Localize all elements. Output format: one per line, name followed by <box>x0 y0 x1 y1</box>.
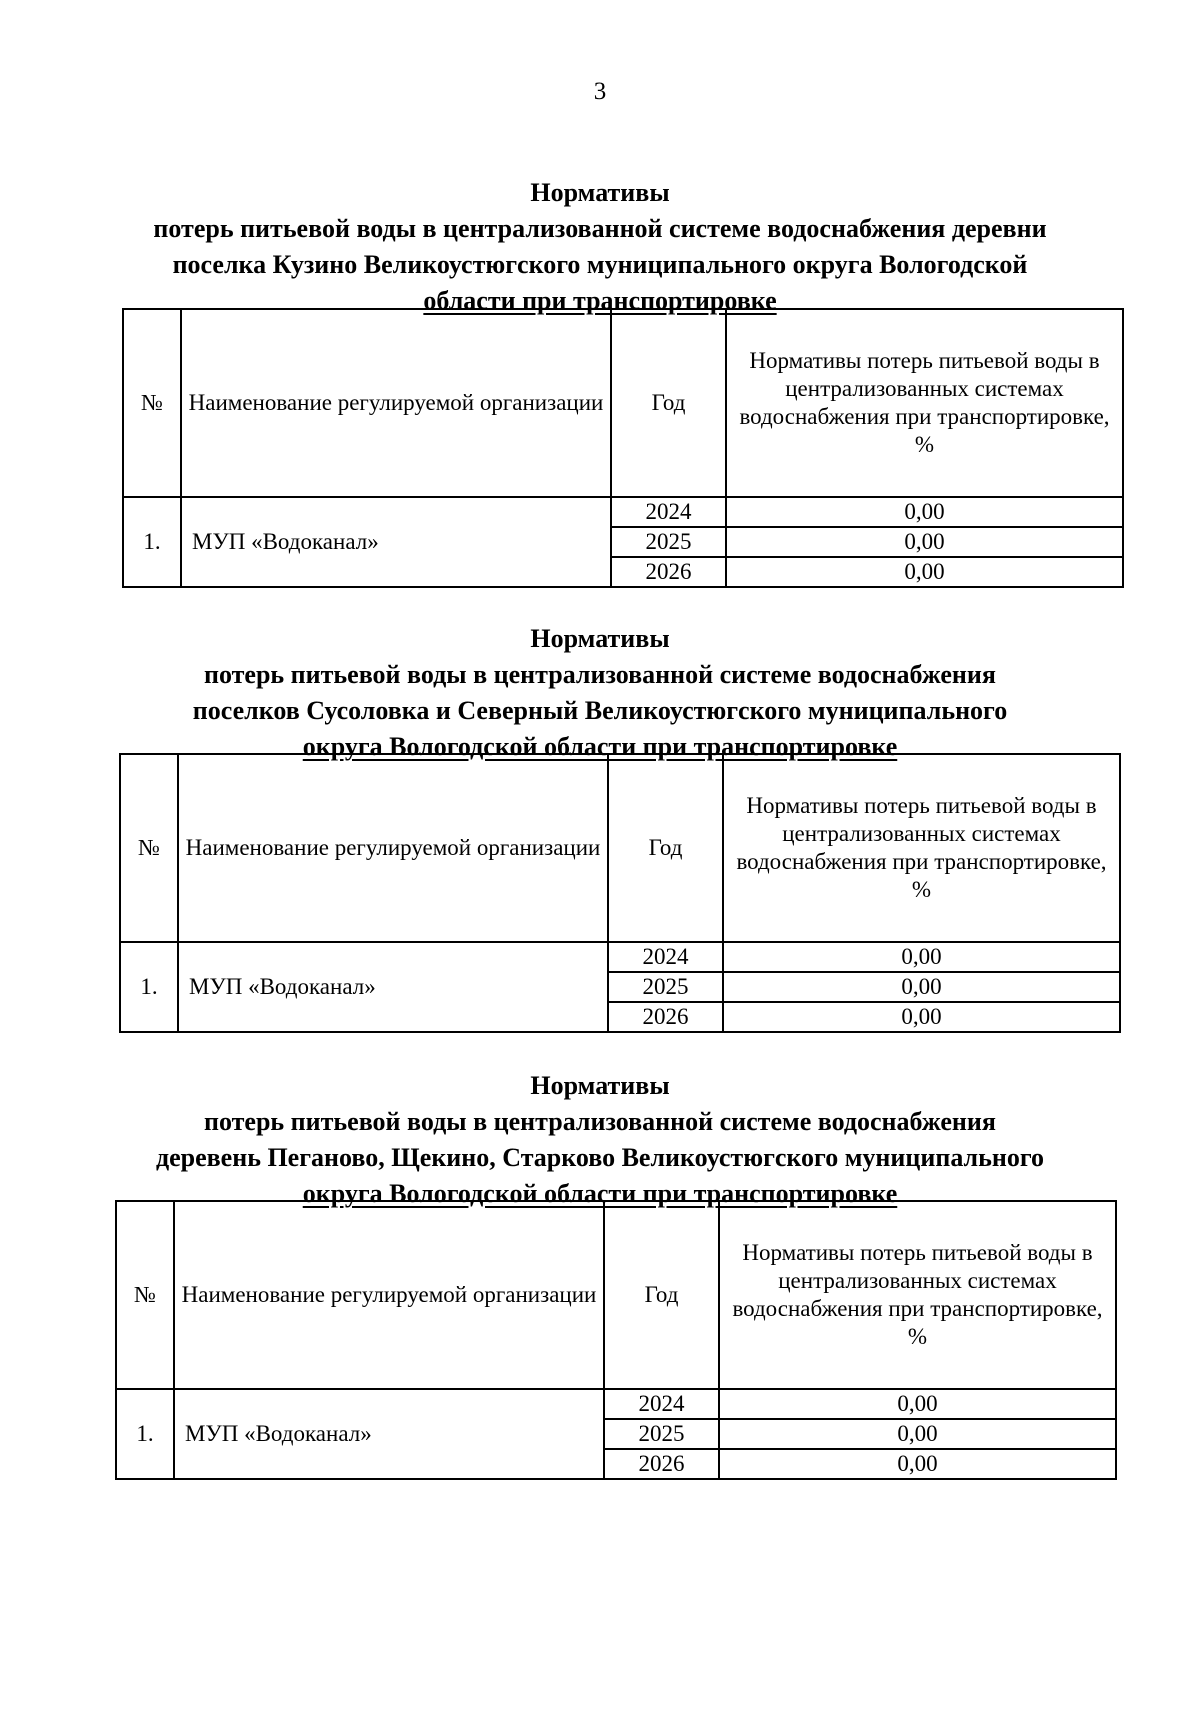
year-cell: 2025 <box>604 1419 719 1449</box>
year-cell: 2025 <box>608 972 723 1002</box>
header-number: № <box>123 309 181 497</box>
year-cell: 2024 <box>611 497 726 527</box>
norm-value-cell: 0,00 <box>726 527 1123 557</box>
norm-value-cell: 0,00 <box>719 1449 1116 1479</box>
section-title: Нормативы <box>530 178 670 207</box>
row-number: 1. <box>123 497 181 587</box>
norm-table-2 <box>119 753 1121 1033</box>
section-subtitle-line-3: округа Вологодской области при транспортировке <box>302 732 898 761</box>
norm-section-3 <box>0 1068 1200 1212</box>
header-norm: Нормативы потерь питьевой воды в централизованных системах водоснабжения при транспортировке, % <box>723 754 1120 942</box>
section-subtitle-line-2: поселков Сусоловка и Северный Великоустюгского муниципального <box>192 696 1008 725</box>
norm-section-2 <box>0 621 1200 765</box>
section-subtitle-line-2: поселка Кузино Великоустюгского муниципального округа Вологодской <box>172 250 1028 279</box>
organization-name: МУП «Водоканал» <box>181 497 611 587</box>
year-cell: 2025 <box>611 527 726 557</box>
section-heading <box>0 175 1200 319</box>
section-subtitle-line-1: потерь питьевой воды в централизованной системе водоснабжения <box>204 1107 996 1136</box>
organization-name: МУП «Водоканал» <box>174 1389 604 1479</box>
row-number: 1. <box>120 942 178 1032</box>
header-year: Год <box>611 309 726 497</box>
row-number: 1. <box>116 1389 174 1479</box>
year-cell: 2026 <box>604 1449 719 1479</box>
section-title: Нормативы <box>530 1071 670 1100</box>
year-cell: 2026 <box>611 557 726 587</box>
header-year: Год <box>604 1201 719 1389</box>
norm-section-1 <box>0 175 1200 319</box>
norm-table-3 <box>115 1200 1117 1480</box>
section-subtitle-line-1: потерь питьевой воды в централизованной системе водоснабжения <box>204 660 996 689</box>
section-title: Нормативы <box>530 624 670 653</box>
norm-value-cell: 0,00 <box>723 942 1120 972</box>
header-year: Год <box>608 754 723 942</box>
norm-value-cell: 0,00 <box>719 1419 1116 1449</box>
organization-name: МУП «Водоканал» <box>178 942 608 1032</box>
year-cell: 2026 <box>608 1002 723 1032</box>
header-organization: Наименование регулируемой организации <box>178 754 608 942</box>
page-number: 3 <box>593 78 607 105</box>
section-subtitle-line-3: области при транспортировке <box>423 286 777 315</box>
section-subtitle-line-1: потерь питьевой воды в централизованной системе водоснабжения деревни <box>153 214 1047 243</box>
norm-table-1 <box>122 308 1124 588</box>
year-cell: 2024 <box>604 1389 719 1419</box>
header-norm: Нормативы потерь питьевой воды в централизованных системах водоснабжения при транспортировке, % <box>726 309 1123 497</box>
header-organization: Наименование регулируемой организации <box>181 309 611 497</box>
header-number: № <box>120 754 178 942</box>
header-norm: Нормативы потерь питьевой воды в централизованных системах водоснабжения при транспортировке, % <box>719 1201 1116 1389</box>
section-heading <box>0 621 1200 765</box>
norm-value-cell: 0,00 <box>723 972 1120 1002</box>
section-heading <box>0 1068 1200 1212</box>
norm-value-cell: 0,00 <box>726 497 1123 527</box>
header-number: № <box>116 1201 174 1389</box>
header-organization: Наименование регулируемой организации <box>174 1201 604 1389</box>
section-subtitle-line-3: округа Вологодской области при транспортировке <box>302 1179 898 1208</box>
section-subtitle-line-2: деревень Пеганово, Щекино, Старково Великоустюгского муниципального <box>155 1143 1045 1172</box>
norm-value-cell: 0,00 <box>726 557 1123 587</box>
norm-value-cell: 0,00 <box>723 1002 1120 1032</box>
norm-value-cell: 0,00 <box>719 1389 1116 1419</box>
year-cell: 2024 <box>608 942 723 972</box>
